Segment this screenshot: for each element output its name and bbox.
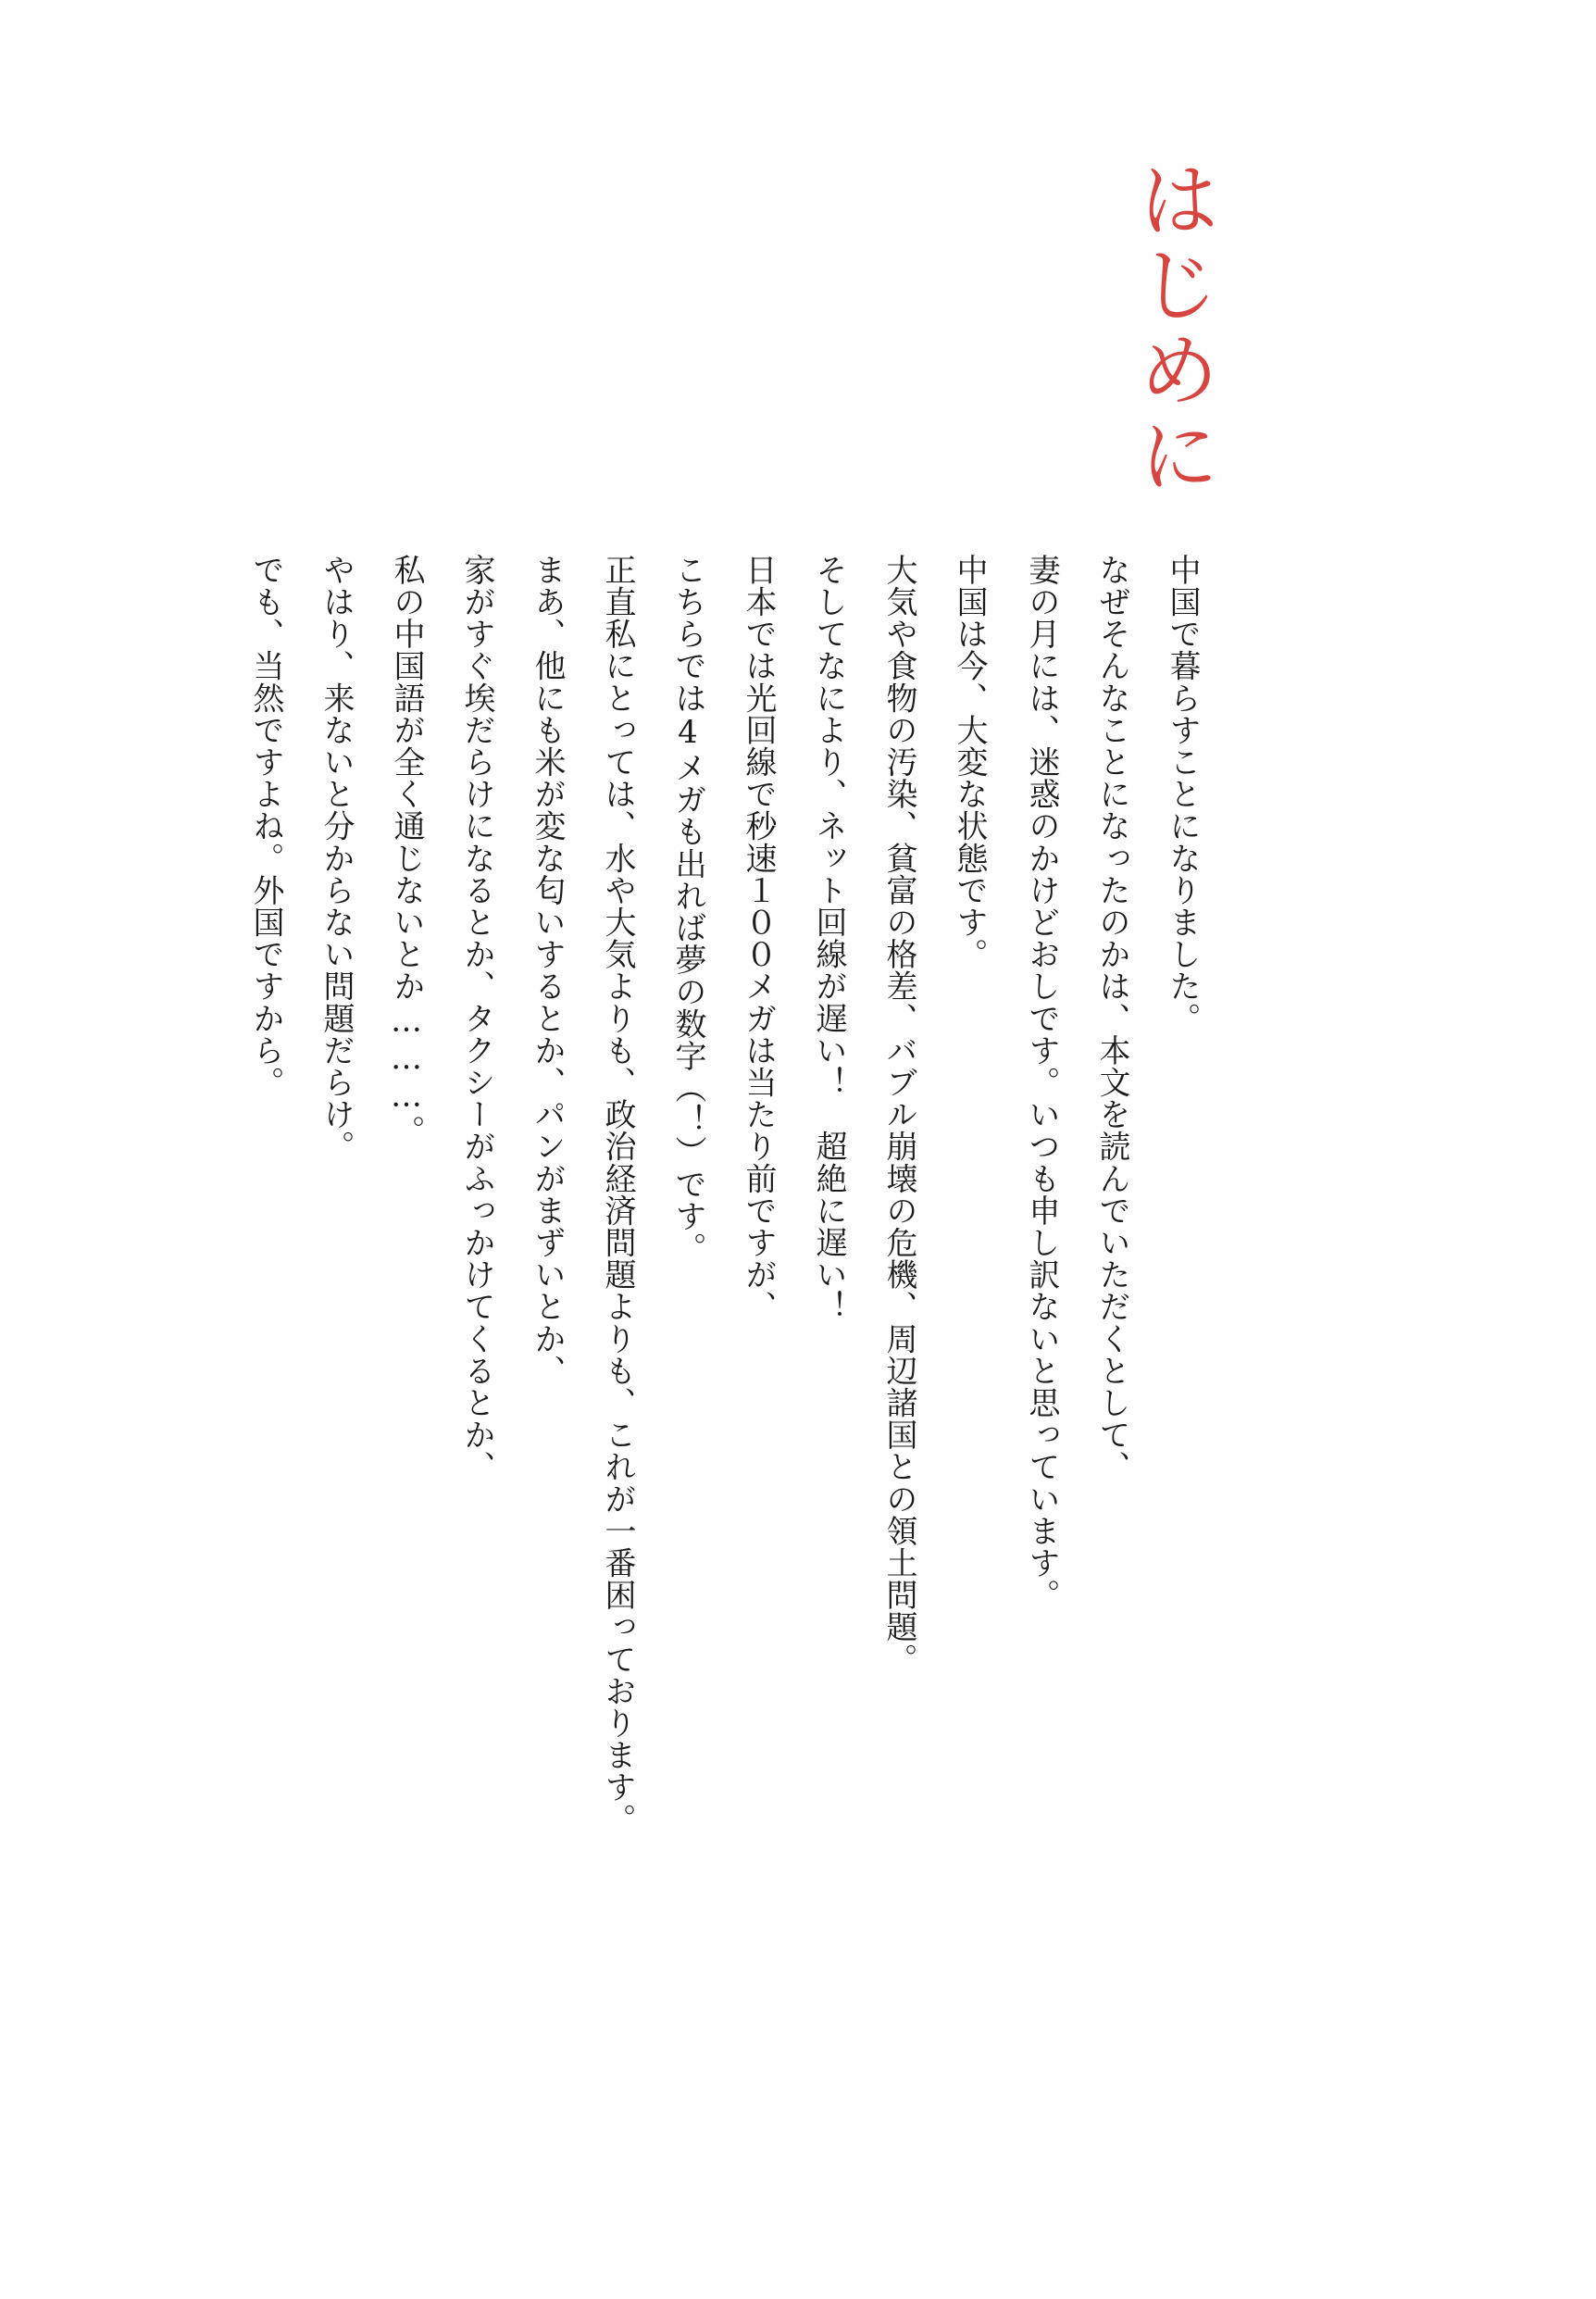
body-line: 私の中国語が全く通じないとか………。 bbox=[388, 554, 425, 1147]
body-line: 妻の月には、迷惑のかけどおしです。いつも申し訳ないと思っています。 bbox=[1023, 554, 1060, 1611]
body-line: でも、当然ですよね。外国ですから。 bbox=[247, 554, 284, 1099]
body-line: やはり、来ないと分からない問題だらけ。 bbox=[318, 554, 355, 1163]
body-line: 家がすぐ埃だらけになるとか、タクシーがふっかけてくるとか、 bbox=[458, 554, 495, 1483]
body-line: こちらでは4メガも出れば夢の数字（！）です。 bbox=[669, 554, 706, 1265]
body-line: 中国は今、大変な状態です。 bbox=[951, 554, 988, 970]
body-line: まあ、他にも米が変な匂いするとか、パンがまずいとか、 bbox=[529, 554, 566, 1387]
page-title: はじめに bbox=[1126, 157, 1221, 498]
body-line: なぜそんなことになったのかは、本文を読んでいただくとして、 bbox=[1093, 554, 1130, 1483]
body-line: そしてなにより、ネット回線が遅い！ 超絶に遅い！ bbox=[810, 554, 847, 1323]
body-line: 日本では光回線で秒速１００メガは当たり前ですが、 bbox=[740, 554, 777, 1323]
body-line: 正直私にとっては、水や大気よりも、政治経済問題よりも、これが一番困っております。 bbox=[599, 554, 636, 1835]
body-line: 中国で暮らすことになりました。 bbox=[1164, 554, 1201, 1034]
body-line: 大気や食物の汚染、貧富の格差、バブル崩壊の危機、周辺諸国との領土問題。 bbox=[880, 554, 917, 1675]
body-text bbox=[211, 554, 1201, 2128]
